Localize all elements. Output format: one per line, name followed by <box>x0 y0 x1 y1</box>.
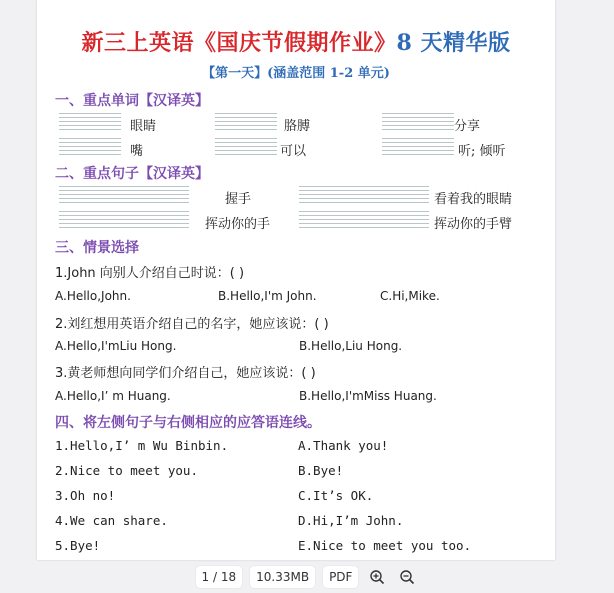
blank-lines <box>382 113 454 133</box>
section-3-heading: 三、情景选择 <box>55 240 139 256</box>
match-right-e: E.Nice to meet you too. <box>298 538 472 553</box>
blank-lines <box>59 186 189 206</box>
blank-lines <box>299 186 429 206</box>
question-3-option-a: A.Hello,I’ m Huang. <box>55 389 171 403</box>
match-right-d: D.Hi,I’m John. <box>298 513 404 528</box>
match-left-3: 3.Oh no! <box>55 488 116 503</box>
question-3: 3.黄老师想向同学们介绍自己，她应该说：( ) <box>55 366 316 381</box>
blank-lines <box>215 138 277 158</box>
word-6: 听; 倾听 <box>458 144 506 159</box>
zoom-in-icon[interactable] <box>366 566 388 588</box>
match-right-a: A.Thank you! <box>298 438 389 453</box>
section-1-heading: 一、重点单词【汉译英】 <box>55 93 209 109</box>
document-title <box>37 26 555 57</box>
blank-lines <box>59 113 121 133</box>
question-3-option-b: B.Hello,I'mMiss Huang. <box>299 389 437 403</box>
match-left-4: 4.We can share. <box>55 513 168 528</box>
question-1-option-c: C.Hi,Mike. <box>380 289 440 303</box>
match-left-1: 1.Hello,I’ m Wu Binbin. <box>55 438 229 453</box>
title-part-blue: 8 天精华版 <box>396 30 511 56</box>
document-page <box>37 0 555 560</box>
match-right-b: B.Bye! <box>298 463 344 478</box>
section-4-heading: 四、将左侧句子与右侧相应的应答语连线。 <box>55 415 321 431</box>
word-4: 可以 <box>280 144 307 159</box>
question-1-option-a: A.Hello,John. <box>55 289 131 303</box>
zoom-out-icon[interactable] <box>396 566 418 588</box>
sentence-3: 挥动你的手 <box>205 217 271 232</box>
title-part-1: 新三上英语《 <box>81 30 217 56</box>
word-2: 嘴 <box>130 144 144 159</box>
file-size: 10.33MB <box>250 566 315 588</box>
file-type: PDF <box>323 566 358 588</box>
blank-lines <box>59 211 189 231</box>
word-1: 眼睛 <box>130 119 157 134</box>
match-left-5: 5.Bye! <box>55 538 101 553</box>
title-part-3: 》 <box>374 30 397 56</box>
blank-lines <box>382 138 454 158</box>
document-subtitle: 【第一天】(涵盖范围 1-2 单元) <box>202 66 390 81</box>
blank-lines <box>299 211 429 231</box>
question-2-option-b: B.Hello,Liu Hong. <box>299 339 403 353</box>
page-indicator[interactable]: 1 / 18 <box>196 566 243 588</box>
question-2: 2.刘红想用英语介绍自己的名字，她应该说：( ) <box>55 317 329 332</box>
blank-lines <box>215 113 277 133</box>
question-1: 1.John 向别人介绍自己时说：( ) <box>55 266 245 281</box>
section-2-heading: 二、重点句子【汉译英】 <box>55 166 209 182</box>
blank-lines <box>59 138 121 158</box>
sentence-2: 看着我的眼睛 <box>434 192 513 207</box>
viewer-toolbar <box>0 560 614 593</box>
match-left-2: 2.Nice to meet you. <box>55 463 198 478</box>
title-part-2: 国庆节假期作业 <box>216 30 375 56</box>
word-3: 胳膊 <box>284 119 311 134</box>
word-5: 分享 <box>454 119 481 134</box>
sentence-4: 挥动你的手臂 <box>434 217 513 232</box>
question-1-option-b: B.Hello,I'm John. <box>218 289 317 303</box>
question-2-option-a: A.Hello,I'mLiu Hong. <box>55 339 177 353</box>
sentence-1: 握手 <box>225 192 252 207</box>
match-right-c: C.It’s OK. <box>298 488 374 503</box>
